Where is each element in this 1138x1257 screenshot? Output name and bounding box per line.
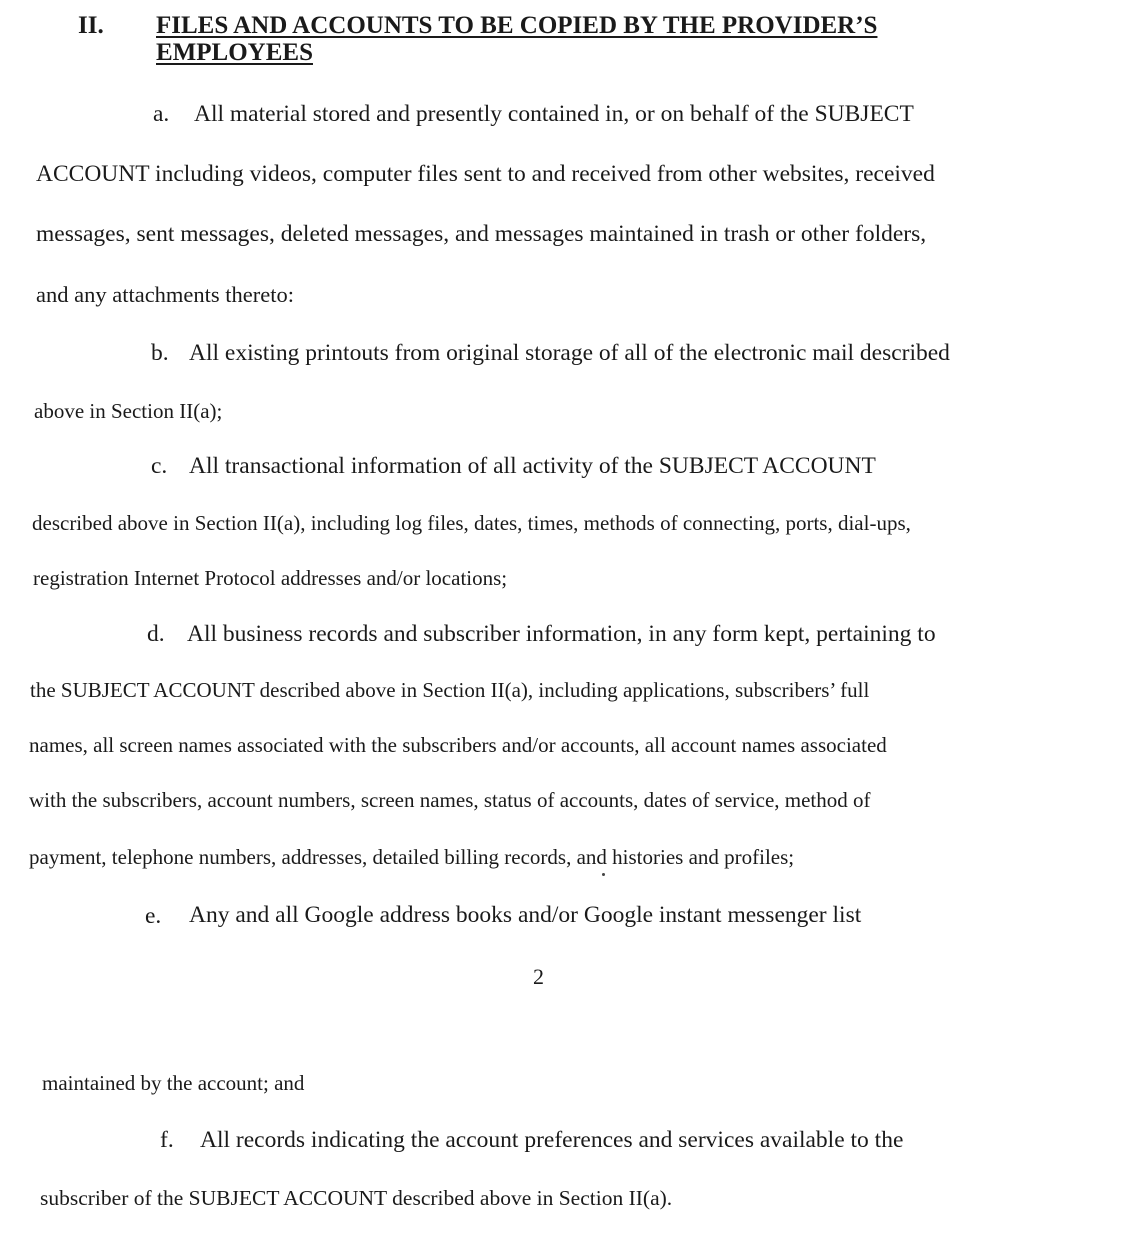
section-title-line-1: FILES AND ACCOUNTS TO BE COPIED BY THE PROVIDER’S	[156, 12, 878, 39]
item-a-line-2: ACCOUNT including videos, computer files sent to and received from other websites, received	[36, 161, 935, 187]
item-f-line-1: All records indicating the account preferences and services available to the	[200, 1127, 904, 1153]
item-d-line-2: the SUBJECT ACCOUNT described above in Section II(a), including applications, subscribers’ full	[30, 678, 870, 702]
section-number: II.	[78, 12, 104, 39]
item-a-line-4: and any attachments thereto:	[36, 282, 295, 307]
item-d-marker: d.	[147, 621, 165, 647]
item-d-line-1: All business records and subscriber information, in any form kept, pertaining to	[187, 621, 936, 647]
item-c-marker: c.	[151, 453, 168, 479]
item-d-line-4: with the subscribers, account numbers, screen names, status of accounts, dates of service, method of	[29, 788, 871, 812]
item-b-line-1: All existing printouts from original storage of all of the electronic mail described	[189, 340, 950, 366]
item-a-line-1: All material stored and presently contained in, or on behalf of the SUBJECT	[194, 101, 914, 127]
stray-mark	[602, 873, 605, 876]
page-number: 2	[533, 964, 544, 989]
item-c-line-1: All transactional information of all activity of the SUBJECT ACCOUNT	[189, 453, 876, 479]
section-title	[156, 12, 877, 66]
item-c-line-2: described above in Section II(a), including log files, dates, times, methods of connecting, ports, dial-ups,	[32, 511, 911, 535]
item-b-marker: b.	[151, 340, 169, 366]
item-a-line-3: messages, sent messages, deleted messages, and messages maintained in trash or other folders,	[36, 221, 927, 247]
item-e-marker: e.	[145, 903, 162, 929]
item-a-marker: a.	[153, 101, 170, 127]
item-d-line-5: payment, telephone numbers, addresses, detailed billing records, and histories and profiles;	[29, 845, 795, 869]
item-e-continuation: maintained by the account; and	[42, 1071, 305, 1095]
item-c-line-3: registration Internet Protocol addresses and/or locations;	[33, 566, 508, 590]
item-b-line-2: above in Section II(a);	[34, 399, 223, 423]
item-d-line-3: names, all screen names associated with the subscribers and/or accounts, all account names associated	[29, 733, 887, 757]
section-title-line-2: EMPLOYEES	[156, 39, 313, 66]
item-f-line-2: subscriber of the SUBJECT ACCOUNT described above in Section II(a).	[40, 1186, 673, 1210]
item-f-marker: f.	[160, 1127, 174, 1153]
item-e-line-1: Any and all Google address books and/or Google instant messenger list	[189, 902, 862, 928]
